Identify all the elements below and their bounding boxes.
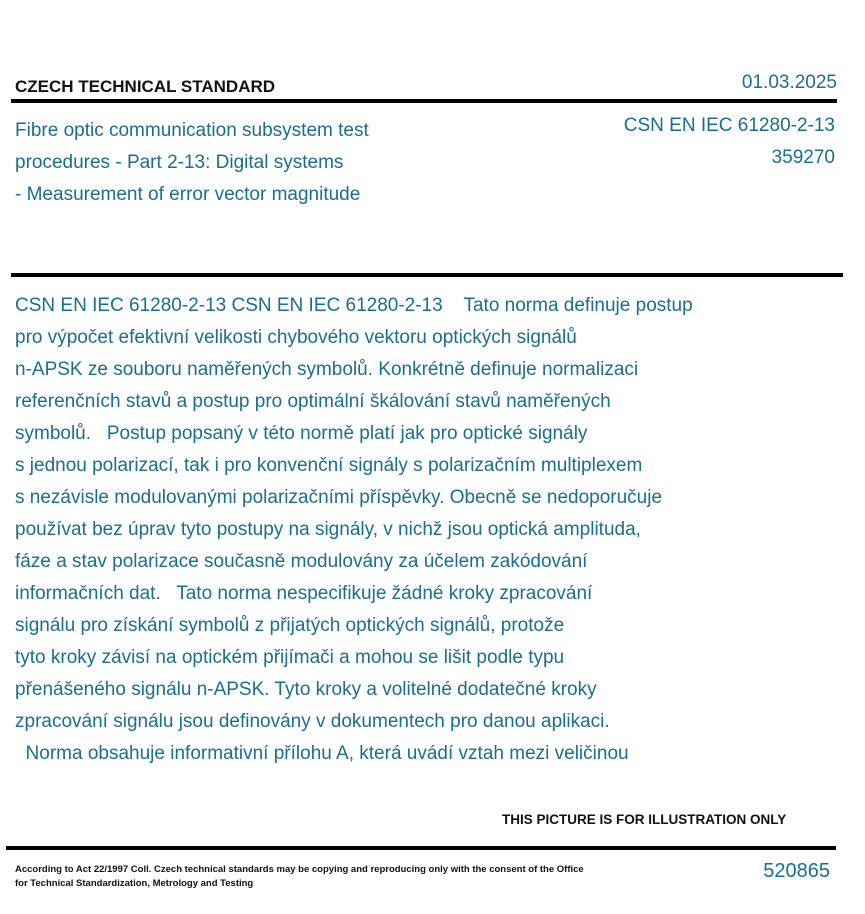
document-title (15, 115, 445, 211)
abstract-line: signálu pro získání symbolů z přijatých optických signálů, protože (15, 615, 565, 636)
abstract-line: zpracování signálu jsou definovány v dokumentech pro danou aplikaci. (15, 711, 610, 732)
copyright-note-line: According to Act 22/1997 Coll. Czech technical standards may be copying and reproducing only with the consent of the Office (15, 864, 584, 875)
document-title-line: Fibre optic communication subsystem test (15, 120, 369, 141)
header-title: CZECH TECHNICAL STANDARD (15, 77, 276, 96)
standard-number: CSN EN IEC 61280-2-13 (623, 115, 835, 136)
classification-number: 359270 (771, 147, 835, 168)
abstract-line: používat bez úprav tyto postupy na signály, v nichž jsou optická amplituda, (15, 519, 641, 540)
copyright-note (15, 863, 595, 891)
abstract-line: přenášeného signálu n-APSK. Tyto kroky a volitelné dodatečné kroky (15, 679, 597, 700)
illustration-note: THIS PICTURE IS FOR ILLUSTRATION ONLY (502, 812, 787, 827)
abstract-line: tyto kroky závisí na optickém přijímači a mohou se lišit podle typu (15, 647, 565, 668)
copyright-note-line: for Technical Standardization, Metrology and Testing (15, 878, 254, 889)
bottom-divider (6, 846, 836, 850)
document-id: 520865 (763, 860, 830, 882)
header-date: 01.03.2025 (741, 72, 837, 93)
document-title-line: - Measurement of error vector magnitude (15, 184, 361, 205)
top-divider (11, 99, 837, 103)
abstract-line: pro výpočet efektivní velikosti chybového vektoru optických signálů (15, 327, 577, 348)
abstract-line: n-APSK ze souboru naměřených symbolů. Konkrétně definuje normalizaci (15, 359, 639, 380)
abstract-line: Norma obsahuje informativní přílohu A, která uvádí vztah mezi veličinou (15, 743, 629, 764)
abstract-line: symbolů. Postup popsaný v této normě platí jak pro optické signály (15, 423, 588, 444)
abstract-line: fáze a stav polarizace současně modulovány za účelem zakódování (15, 551, 588, 572)
document-title-line: procedures - Part 2-13: Digital systems (15, 152, 344, 173)
middle-divider (11, 273, 843, 277)
abstract-line: CSN EN IEC 61280-2-13 CSN EN IEC 61280-2-13 Tato norma definuje postup (15, 295, 693, 316)
abstract-line: informačních dat. Tato norma nespecifikuje žádné kroky zpracování (15, 583, 593, 604)
abstract-line: s jednou polarizací, tak i pro konvenční signály s polarizačním multiplexem (15, 455, 643, 476)
abstract-line: referenčních stavů a postup pro optimální škálování stavů naměřených (15, 391, 611, 412)
abstract-text (15, 290, 815, 770)
abstract-line: s nezávisle modulovanými polarizačními příspěvky. Obecně se nedoporučuje (15, 487, 663, 508)
